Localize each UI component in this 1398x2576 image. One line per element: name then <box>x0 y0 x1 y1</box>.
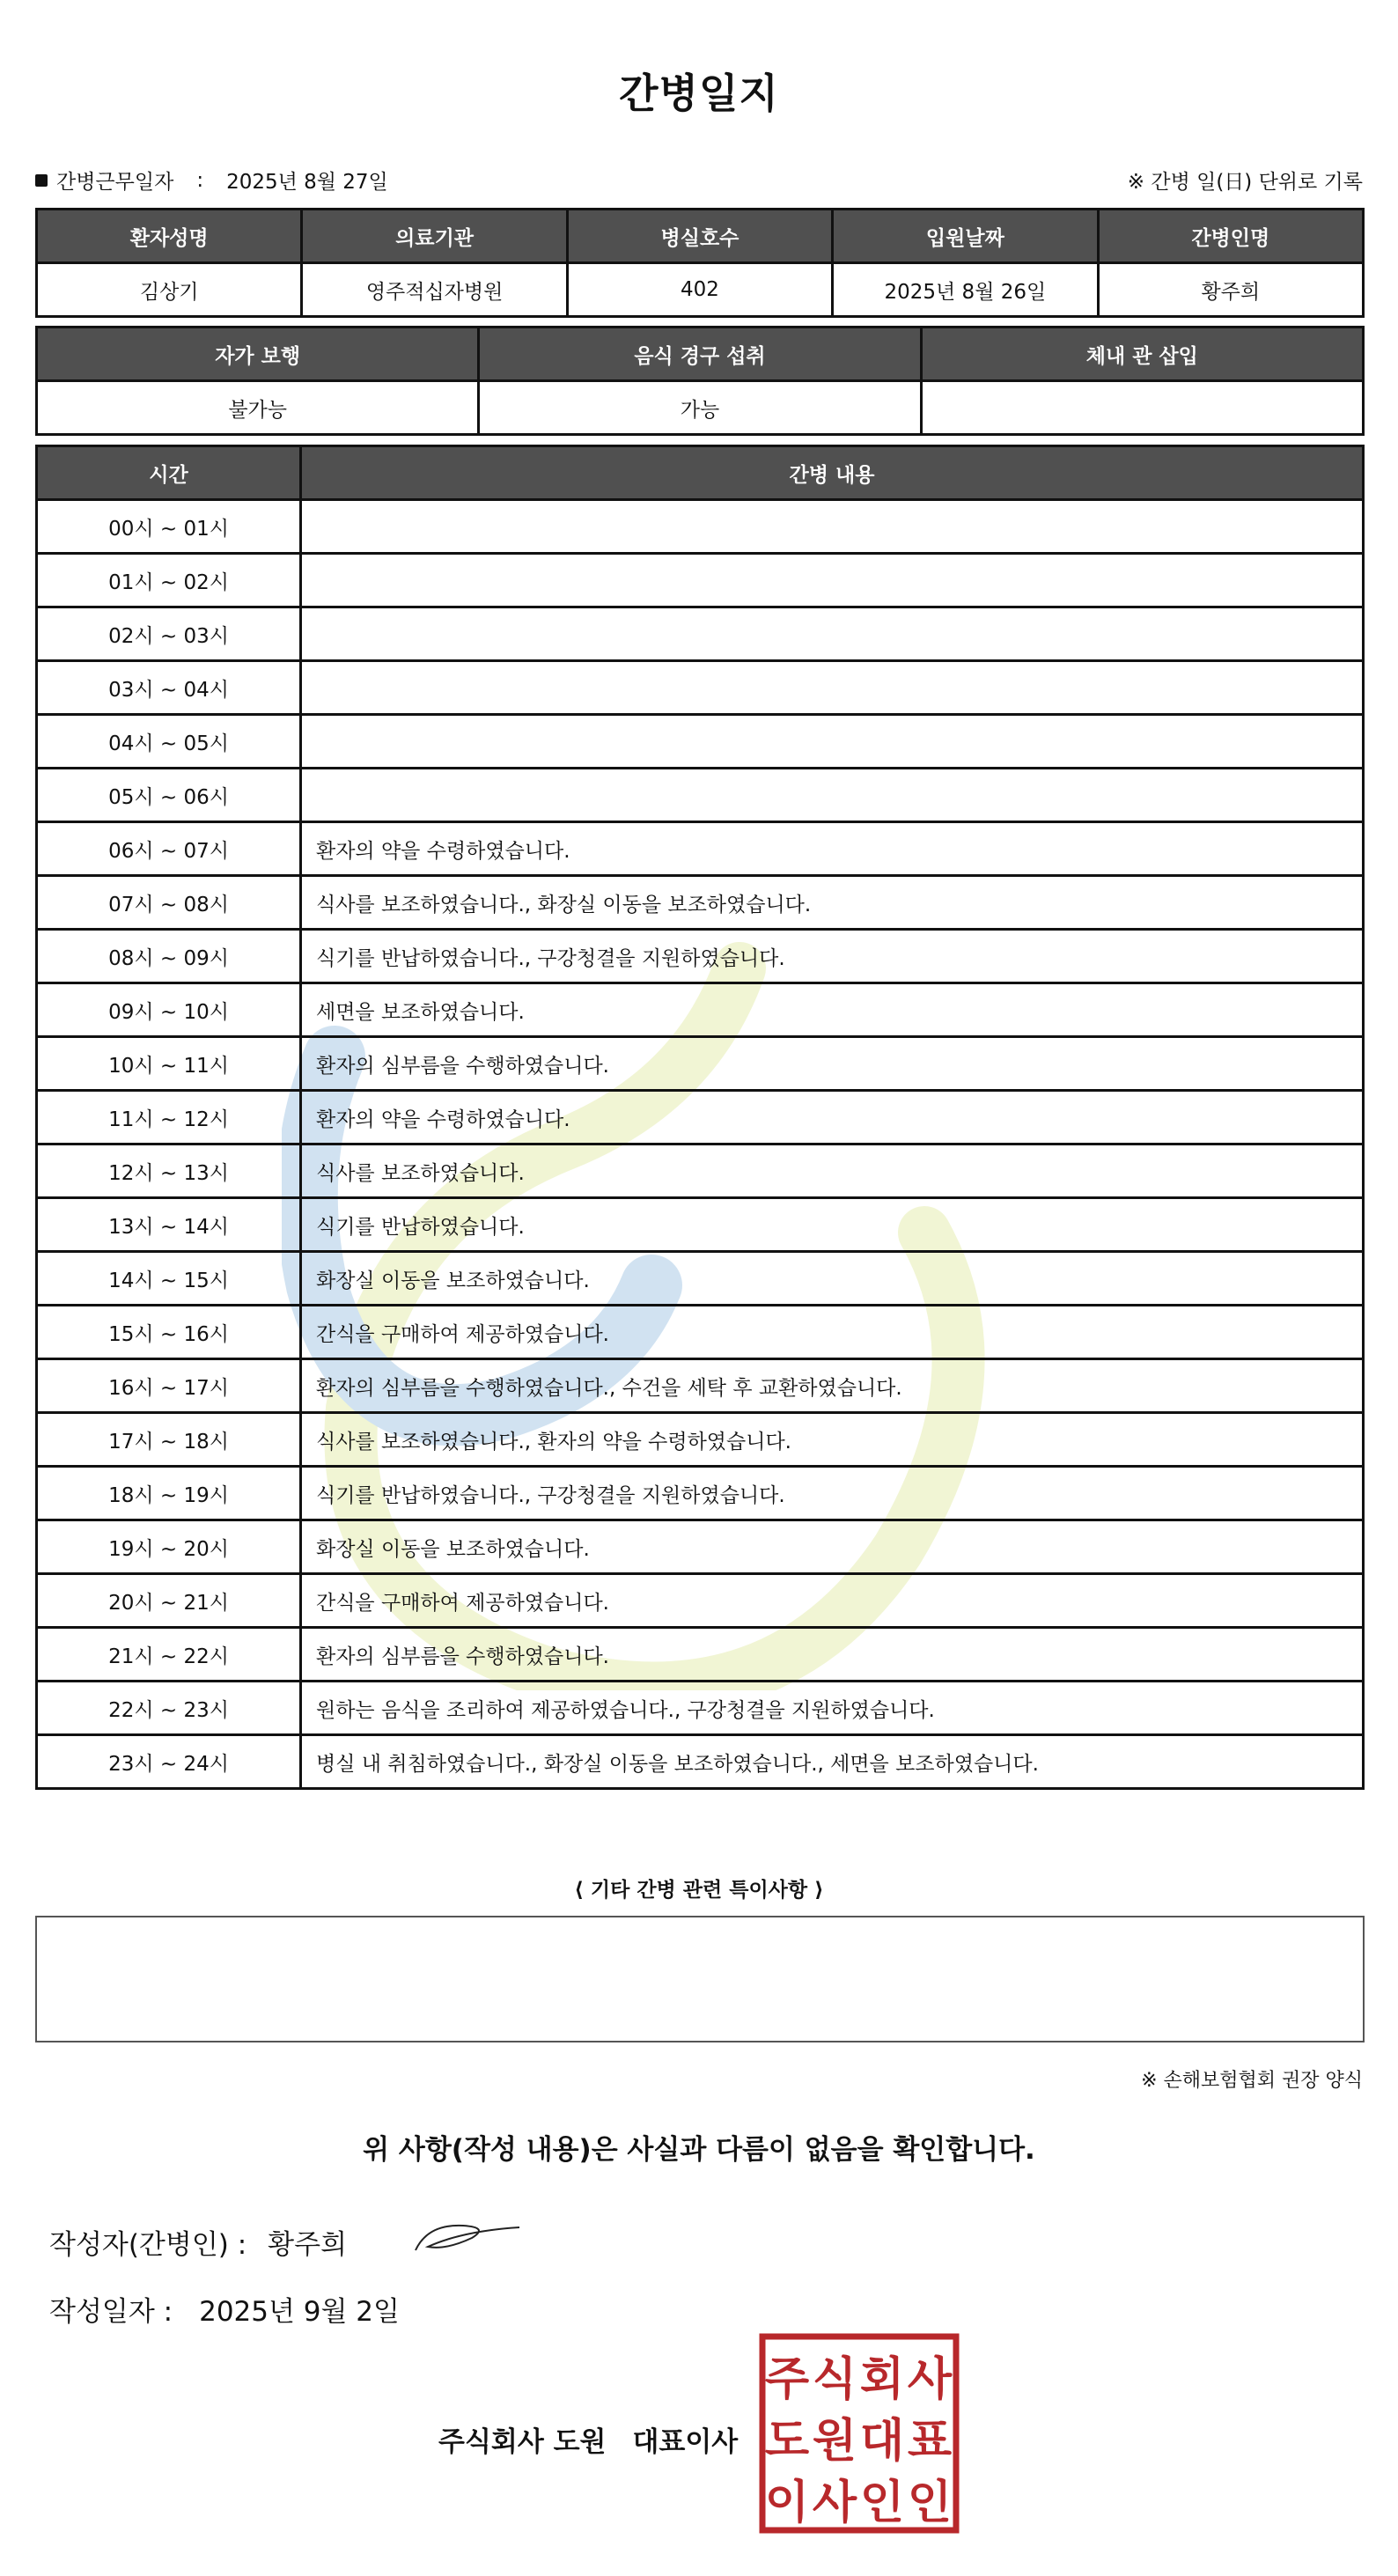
seal-char: 대 <box>859 2415 905 2468</box>
header-caregiver-name: 간병인명 <box>1098 210 1363 263</box>
company-line <box>438 2419 738 2459</box>
seal-char: 표 <box>907 2415 953 2468</box>
written-date-value: 2025년 9월 2일 <box>199 2296 400 2328</box>
writer-name: 황주희 <box>268 2229 348 2261</box>
company-name: 주식회사 도원 <box>438 2426 607 2458</box>
log-content: 환자의 약을 수령하였습니다. <box>301 822 1364 876</box>
header-oral-intake: 음식 경구 섭취 <box>479 328 921 381</box>
log-time: 12시 ~ 13시 <box>37 1144 301 1198</box>
log-time: 11시 ~ 12시 <box>37 1091 301 1144</box>
header-hospital: 의료기관 <box>302 210 567 263</box>
log-time: 13시 ~ 14시 <box>37 1198 301 1252</box>
table-row <box>37 930 1364 983</box>
work-date-value: 2025년 8월 27일 <box>226 171 388 194</box>
log-content: 간식을 구매하여 제공하였습니다. <box>301 1306 1364 1359</box>
log-time: 08시 ~ 09시 <box>37 930 301 983</box>
log-content: 식사를 보조하였습니다. <box>301 1144 1364 1198</box>
seal-char: 인 <box>907 2477 953 2529</box>
table-row <box>37 1144 1364 1198</box>
writer-line <box>49 2222 347 2262</box>
table-row <box>37 1091 1364 1144</box>
log-content: 세면을 보조하였습니다. <box>301 983 1364 1037</box>
work-date <box>35 166 388 195</box>
log-content: 식사를 보조하였습니다., 화장실 이동을 보조하였습니다. <box>301 876 1364 930</box>
log-content: 식기를 반납하였습니다. <box>301 1198 1364 1252</box>
log-content: 화장실 이동을 보조하였습니다. <box>301 1520 1364 1574</box>
log-time: 19시 ~ 20시 <box>37 1520 301 1574</box>
table-row <box>37 1467 1364 1520</box>
table-row <box>37 1413 1364 1467</box>
page-title: 간병일지 <box>619 70 779 117</box>
table-row <box>37 983 1364 1037</box>
table-row <box>37 1198 1364 1252</box>
log-time: 22시 ~ 23시 <box>37 1682 301 1735</box>
log-content <box>301 769 1364 822</box>
seal-char: 식 <box>812 2353 857 2406</box>
log-content <box>301 661 1364 715</box>
log-time: 09시 ~ 10시 <box>37 983 301 1037</box>
header-time: 시간 <box>37 446 301 500</box>
company-seal-stamp <box>759 2333 960 2534</box>
log-time: 16시 ~ 17시 <box>37 1359 301 1413</box>
header-admission-date: 입원날짜 <box>833 210 1098 263</box>
tube-insertion <box>921 381 1363 435</box>
log-time: 10시 ~ 11시 <box>37 1037 301 1091</box>
log-time: 14시 ~ 15시 <box>37 1252 301 1306</box>
table-row <box>37 1037 1364 1091</box>
patient-status-table <box>35 326 1365 436</box>
seal-char: 도 <box>764 2415 810 2468</box>
log-time: 21시 ~ 22시 <box>37 1628 301 1682</box>
log-content: 환자의 약을 수령하였습니다. <box>301 1091 1364 1144</box>
seal-char: 사 <box>812 2477 857 2529</box>
oral-intake: 가능 <box>479 381 921 435</box>
table-row <box>37 1574 1364 1628</box>
remarks-box <box>35 1916 1365 2042</box>
log-content: 환자의 심부름을 수행하였습니다., 수건을 세탁 후 교환하였습니다. <box>301 1359 1364 1413</box>
care-log-table <box>35 445 1365 1790</box>
table-row <box>37 715 1364 769</box>
log-time: 18시 ~ 19시 <box>37 1467 301 1520</box>
log-time: 17시 ~ 18시 <box>37 1413 301 1467</box>
patient-name: 김상기 <box>37 263 302 317</box>
seal-char: 회 <box>859 2353 905 2406</box>
seal-char: 주 <box>764 2353 810 2406</box>
table-row <box>37 661 1364 715</box>
company-title: 대표이사 <box>632 2426 739 2458</box>
table-row <box>37 822 1364 876</box>
log-content: 병실 내 취침하였습니다., 화장실 이동을 보조하였습니다., 세면을 보조하였습니다. <box>301 1735 1364 1789</box>
seal-char: 인 <box>859 2477 905 2529</box>
log-content: 식기를 반납하였습니다., 구강청결을 지원하였습니다. <box>301 1467 1364 1520</box>
remarks-title: ⟨ 기타 간병 관련 특이사항 ⟩ <box>574 1879 824 1902</box>
log-content <box>301 607 1364 661</box>
table-row <box>37 876 1364 930</box>
table-row <box>37 1735 1364 1789</box>
table-row <box>37 554 1364 607</box>
table-row <box>37 769 1364 822</box>
log-time: 00시 ~ 01시 <box>37 500 301 554</box>
log-content: 식기를 반납하였습니다., 구강청결을 지원하였습니다. <box>301 930 1364 983</box>
header-patient-name: 환자성명 <box>37 210 302 263</box>
signature-mark <box>410 2215 525 2254</box>
recommend-note: ※ 손해보험협회 권장 양식 <box>1141 2070 1363 2092</box>
written-date-line <box>49 2289 400 2329</box>
log-content: 간식을 구매하여 제공하였습니다. <box>301 1574 1364 1628</box>
seal-char: 이 <box>764 2477 810 2529</box>
log-time: 02시 ~ 03시 <box>37 607 301 661</box>
table-row <box>37 1306 1364 1359</box>
table-row <box>37 1628 1364 1682</box>
writer-label: 작성자(간병인) : <box>49 2229 247 2261</box>
log-time: 07시 ~ 08시 <box>37 876 301 930</box>
log-time: 05시 ~ 06시 <box>37 769 301 822</box>
table-row <box>37 1520 1364 1574</box>
log-content: 화장실 이동을 보조하였습니다. <box>301 1252 1364 1306</box>
caregiver-name: 황주희 <box>1098 263 1363 317</box>
bullet-square-icon <box>35 174 48 187</box>
patient-info-table <box>35 208 1365 318</box>
log-content: 식사를 보조하였습니다., 환자의 약을 수령하였습니다. <box>301 1413 1364 1467</box>
work-date-sep: : <box>196 168 204 192</box>
log-time: 03시 ~ 04시 <box>37 661 301 715</box>
hospital: 영주적십자병원 <box>302 263 567 317</box>
record-unit-note: ※ 간병 일(日) 단위로 기록 <box>1127 171 1363 194</box>
table-row <box>37 607 1364 661</box>
log-time: 15시 ~ 16시 <box>37 1306 301 1359</box>
header-room-number: 병실호수 <box>567 210 832 263</box>
admission-date: 2025년 8월 26일 <box>833 263 1098 317</box>
room-number: 402 <box>567 263 832 317</box>
log-content: 원하는 음식을 조리하여 제공하였습니다., 구강청결을 지원하였습니다. <box>301 1682 1364 1735</box>
log-content <box>301 500 1364 554</box>
log-content <box>301 554 1364 607</box>
log-time: 23시 ~ 24시 <box>37 1735 301 1789</box>
table-row <box>37 1252 1364 1306</box>
header-tube-insertion: 체내 관 삽입 <box>921 328 1363 381</box>
confirm-statement: 위 사항(작성 내용)은 사실과 다름이 없음을 확인합니다. <box>363 2134 1035 2166</box>
log-time: 01시 ~ 02시 <box>37 554 301 607</box>
written-date-label: 작성일자 : <box>49 2296 173 2328</box>
seal-char: 사 <box>907 2353 953 2406</box>
table-row <box>37 1682 1364 1735</box>
log-content <box>301 715 1364 769</box>
log-time: 06시 ~ 07시 <box>37 822 301 876</box>
log-content: 환자의 심부름을 수행하였습니다. <box>301 1628 1364 1682</box>
work-date-label: 간병근무일자 <box>56 171 174 194</box>
self-walking: 불가능 <box>37 381 479 435</box>
header-self-walking: 자가 보행 <box>37 328 479 381</box>
log-time: 04시 ~ 05시 <box>37 715 301 769</box>
seal-char: 원 <box>812 2415 857 2468</box>
table-row <box>37 1359 1364 1413</box>
header-care-content: 간병 내용 <box>301 446 1364 500</box>
log-time: 20시 ~ 21시 <box>37 1574 301 1628</box>
log-content: 환자의 심부름을 수행하였습니다. <box>301 1037 1364 1091</box>
table-row <box>37 500 1364 554</box>
